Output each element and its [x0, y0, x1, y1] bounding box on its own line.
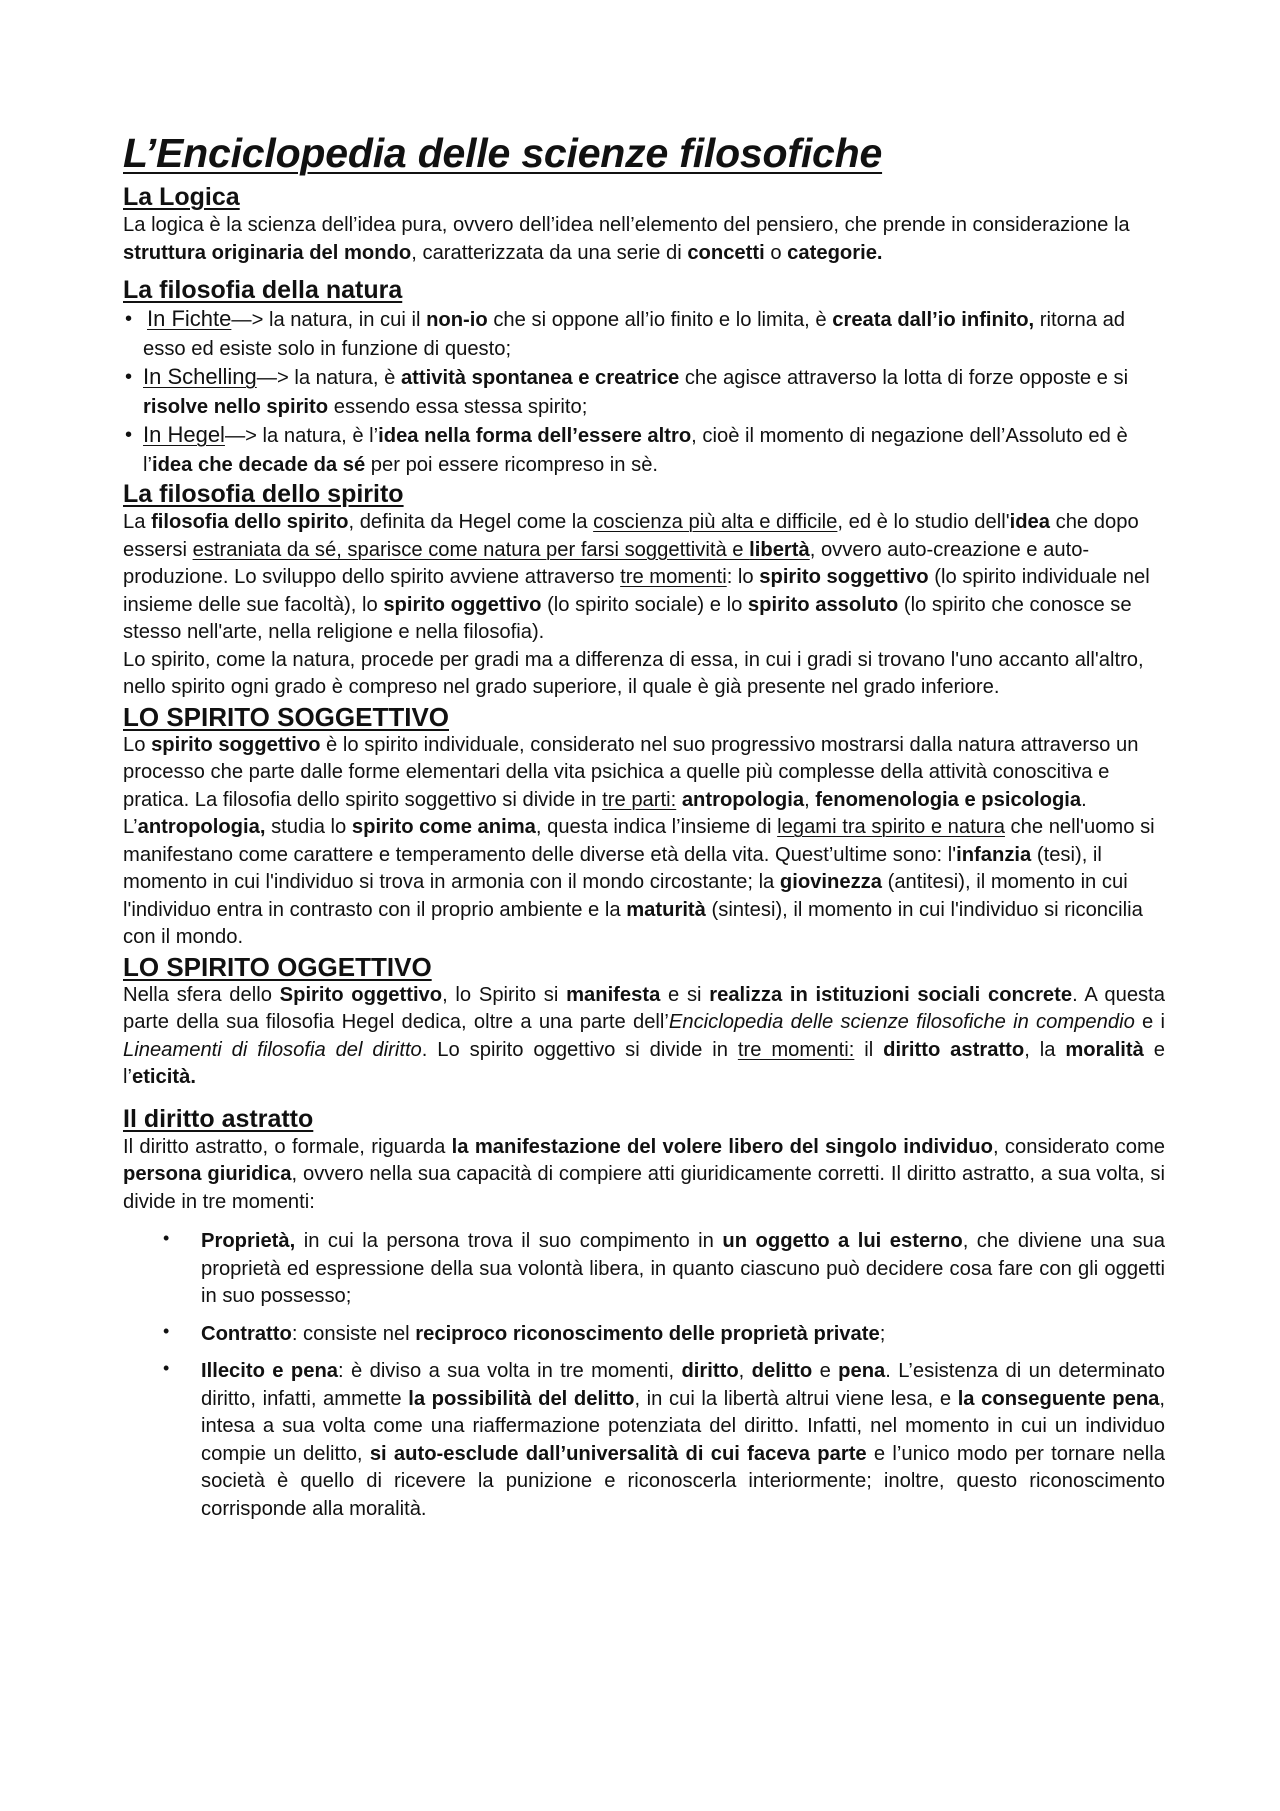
- paragraph-soggettivo: Lo spirito soggettivo è lo spirito individuale, considerato nel suo progressivo mostrarsi dalla natura attraverso un processo che parte dalle forme elementari della vita psichica a quelle più complesse della attività conoscitiva e pratica. La filosofia dello spirito soggettivo si divide in tre parti: antropologia, fenomenologia e psicologia.: [123, 733, 1139, 811]
- bullet-icon: •: [125, 424, 133, 446]
- bullet-icon: •: [163, 1358, 170, 1378]
- document-title: L’Enciclopedia delle scienze filosofiche: [123, 130, 883, 176]
- heading-logica: La Logica: [123, 183, 240, 211]
- list-item-fichte: • In Fichte—> la natura, in cui il non-io che si oppone all’io finito e lo limita, è creata dall’io infinito, ritorna ad esso ed esiste solo in funzione di questo;: [125, 306, 1126, 360]
- list-item-schelling: • In Schelling—> la natura, è attività spontanea e creatrice che agisce attraverso la lotta di forze opposte e si risolve nello spirito essendo essa stessa spirito;: [125, 364, 1129, 418]
- heading-diritto-astratto: Il diritto astratto: [123, 1104, 314, 1133]
- hegel-link[interactable]: In Hegel: [143, 422, 225, 447]
- list-item-hegel: • In Hegel—> la natura, è l’idea nella forma dell’essere altro, cioè il momento di negazione dell’Assoluto ed è l’idea che decade da sé per poi essere ricompreso in sè.: [125, 422, 1128, 476]
- list-item-illecito-pena: • Illecito e pena: è diviso a sua volta in tre momenti, diritto, delitto e pena. L’esistenza di un determinato diritto, infatti, ammette la possibilità del delitto, in cui la libertà altrui viene lesa, e la conseguente pena, intesa a sua volta come una riaffermazione potenziata del diritto. Infatti, nel momento in cui un individuo compie un delitto, si auto-esclude dall’universalità di cui faceva parte e l’unico modo per tornare nella società è quello di ricevere la punizione e riconoscerla interiormente; inoltre, questo riconoscimento corrisponde alla moralità.: [123, 1358, 1165, 1523]
- document-page: [123, 128, 1165, 1533]
- paragraph-antropologia: L’antropologia, studia lo spirito come anima, questa indica l’insieme di legami tra spirito e natura che nell'uomo si manifestano come carattere e temperamento delle diverse età della vita. Quest’ultime sono: l'infanzia (tesi), il momento in cui l'individuo si trova in armonia con il mondo circostante; la giovinezza (antitesi), il momento in cui l'individuo entra in contrasto con il proprio ambiente e la maturità (sintesi), il momento in cui l'individuo si riconcilia con il mondo.: [123, 816, 1155, 948]
- heading-oggettivo: LO SPIRITO OGGETTIVO: [123, 951, 432, 982]
- natura-list: [123, 305, 1165, 479]
- diritto-list: [123, 1228, 1165, 1523]
- bullet-icon: •: [163, 1228, 170, 1248]
- heading-natura: La filosofia della natura: [123, 276, 403, 304]
- paragraph-diritto: Il diritto astratto, o formale, riguarda la manifestazione del volere libero del singolo individuo, considerato come persona giuridica, ovvero nella sua capacità di compiere atti giuridicamente corretti. Il diritto astratto, a sua volta, si divide in tre momenti:: [123, 1135, 1165, 1213]
- schelling-link[interactable]: In Schelling: [143, 364, 257, 389]
- bullet-icon: •: [163, 1320, 170, 1341]
- paragraph-spirito-gradi: Lo spirito, come la natura, procede per gradi ma a differenza di essa, in cui i gradi si trovano l'uno accanto all'altro, nello spirito ogni grado è compreso nel grado superiore, il quale è già presente nel grado inferiore.: [123, 648, 1144, 698]
- list-item-contratto: • Contratto: consiste nel reciproco riconoscimento delle proprietà private;: [123, 1321, 1165, 1349]
- paragraph-logica: La logica è la scienza dell’idea pura, ovvero dell’idea nell’elemento del pensiero, che prende in considerazione la struttura originaria del mondo, caratterizzata da una serie di concetti o categorie.: [123, 214, 1130, 264]
- heading-spirito: La filosofia dello spirito: [123, 480, 404, 508]
- heading-soggettivo: LO SPIRITO SOGGETTIVO: [123, 701, 450, 732]
- bullet-icon: •: [125, 308, 133, 330]
- list-item-proprieta: • Proprietà, in cui la persona trova il suo compimento in un oggetto a lui esterno, che diviene una sua proprietà ed espressione della sua volontà libera, in quanto ciascuno può decidere cosa fare con gli oggetti in suo possesso;: [123, 1228, 1165, 1311]
- paragraph-spirito: La filosofia dello spirito, definita da Hegel come la coscienza più alta e difficile, ed è lo studio dell'idea che dopo essersi estraniata da sé, sparisce come natura per farsi soggettività e libertà, ovvero auto-creazione e auto-produzione. Lo sviluppo dello spirito avviene attraverso tre momenti: lo spirito soggettivo (lo spirito individuale nel insieme delle sue facoltà), lo spirito oggettivo (lo spirito sociale) e lo spirito assoluto (lo spirito che conosce se stesso nell'arte, nella religione e nella filosofia).: [123, 511, 1150, 643]
- fichte-link[interactable]: In Fichte: [147, 306, 232, 331]
- paragraph-oggettivo: Nella sfera dello Spirito oggettivo, lo Spirito si manifesta e si realizza in istituzioni sociali concrete. A questa parte della sua filosofia Hegel dedica, oltre a una parte dell’Enciclopedia delle scienze filosofiche in compendio e i Lineamenti di filosofia del diritto. Lo spirito oggettivo si divide in tre momenti: il diritto astratto, la moralità e l’eticità.: [123, 983, 1165, 1088]
- bullet-icon: •: [125, 366, 133, 388]
